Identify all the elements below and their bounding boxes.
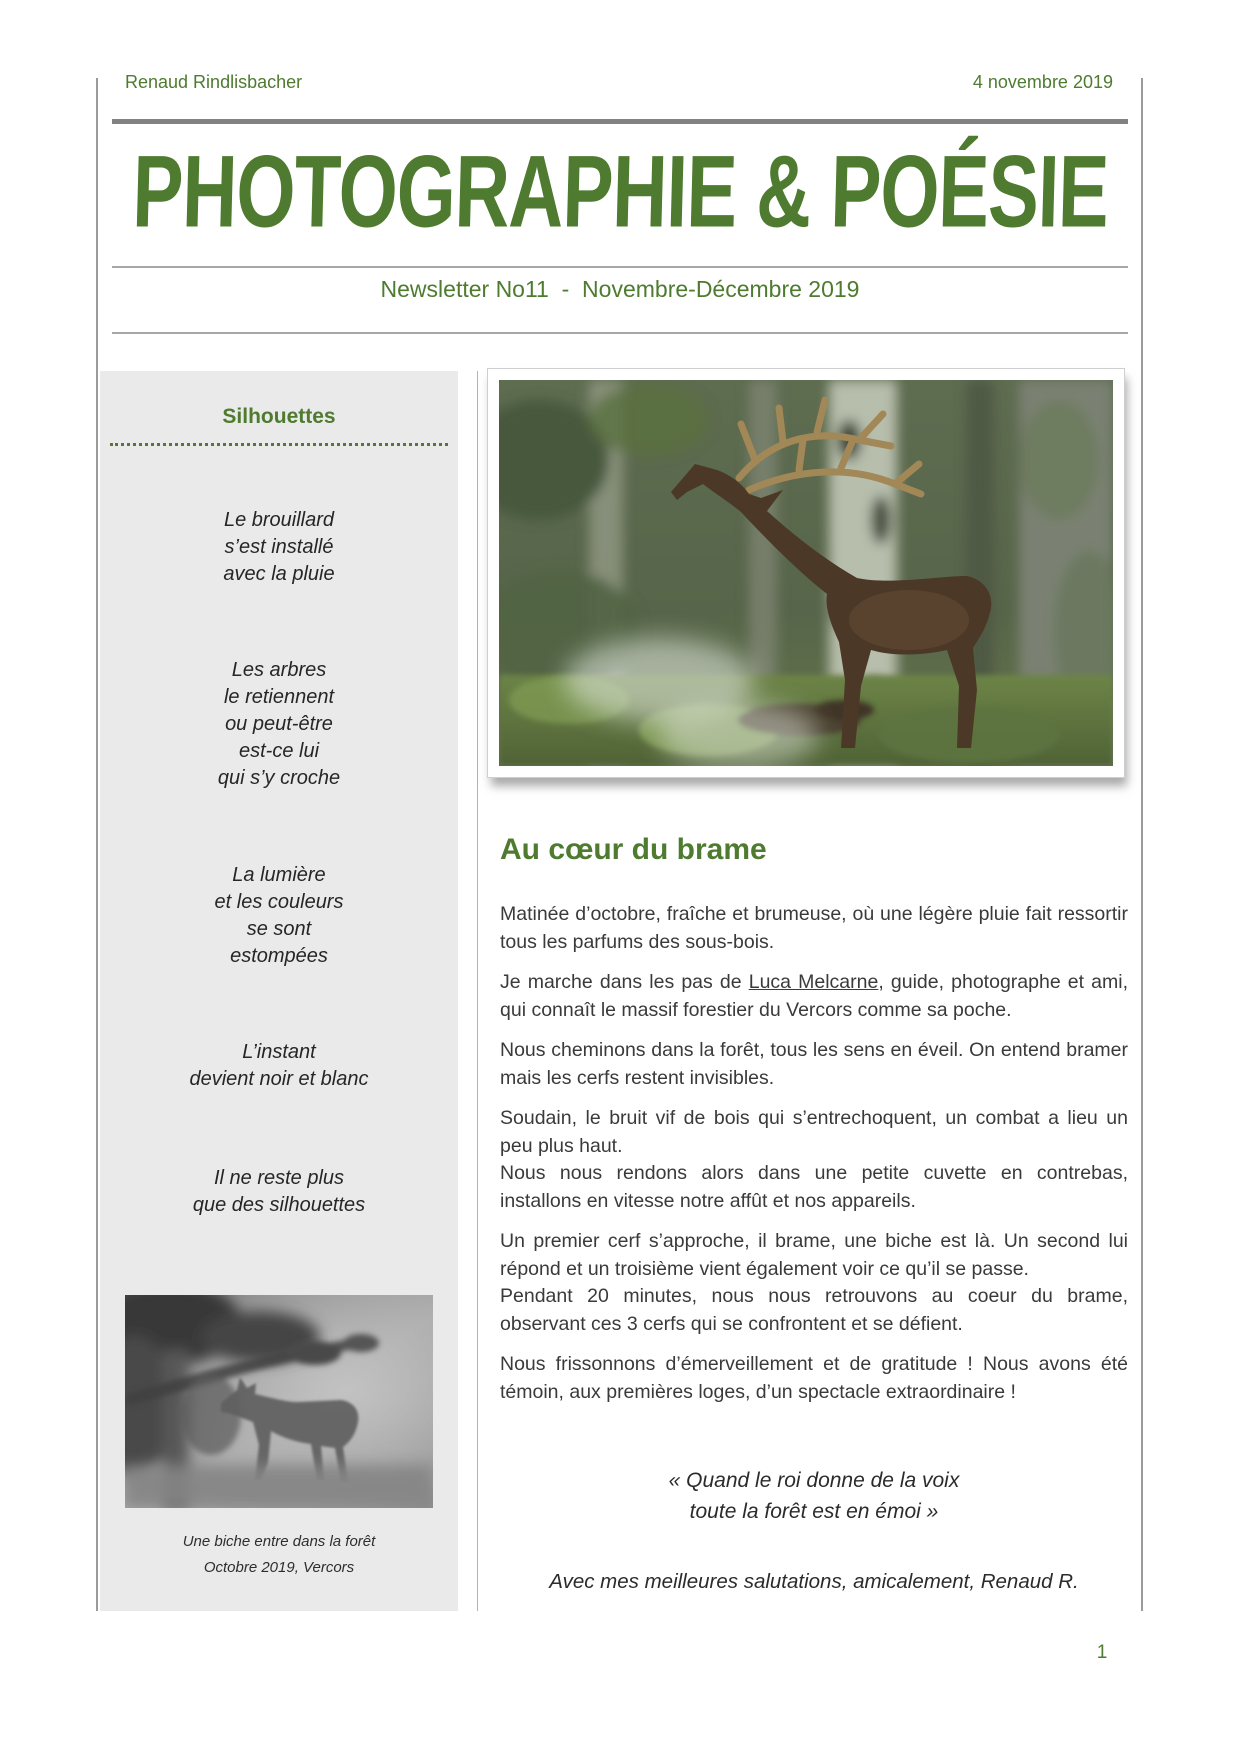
poem-title: Silhouettes bbox=[222, 405, 336, 428]
luca-melcarne-link[interactable]: Luca Melcarne bbox=[748, 971, 879, 993]
poem-sidebar bbox=[100, 371, 458, 1611]
poem-stanza bbox=[100, 657, 458, 792]
newsletter-subtitle: Newsletter No11 - Novembre-Décembre 2019 bbox=[380, 276, 860, 302]
closing-salutation: Avec mes meilleures salutations, amicalement, Renaud R. bbox=[549, 1570, 1079, 1593]
article-paragraph: Matinée d’octobre, fraîche et brumeuse, où une légère pluie fait ressortir tous les parfums des sous-bois. bbox=[500, 903, 1128, 953]
poem-line: et les couleurs bbox=[214, 891, 344, 913]
poem-line: devient noir et blanc bbox=[189, 1068, 369, 1090]
page-right-border bbox=[1141, 78, 1143, 1611]
newsletter-title: PHOTOGRAPHIE & POÉSIE bbox=[130, 134, 1110, 249]
poem-line: La lumière bbox=[232, 864, 326, 886]
poem-line: L’instant bbox=[242, 1041, 316, 1063]
article-paragraph: Je marche dans les pas de Luca Melcarne, guide, photographe et ami, qui connaît le massif forestier du Vercors comme sa poche. bbox=[500, 971, 1129, 1021]
article-paragraph: Un premier cerf s’approche, il brame, une biche est là. Un second lui répond et un troisième vient également voir ce qu’il se passe. Pendant 20 minutes, nous nous retrouvons au coeur du brame, observant ces 3 cerfs qui se confrontent et se défient. bbox=[500, 1230, 1128, 1335]
page-left-border bbox=[96, 78, 98, 1611]
poem-quote: « Quand le roi donne de la voix toute la forêt est en émoi » bbox=[668, 1469, 960, 1523]
poem-stanza bbox=[100, 1165, 458, 1219]
article-paragraph: Soudain, le bruit vif de bois qui s’entrechoquent, un combat a lieu un peu plus haut. Nous nous rendons alors dans une petite cuvette en contrebas, installons en vitesse notre affût et nos appareils. bbox=[500, 1107, 1128, 1212]
poem-stanza bbox=[100, 862, 458, 970]
poem-line: Le brouillard bbox=[223, 509, 335, 531]
poem-line: estompées bbox=[230, 945, 328, 967]
poem-line: qui s’y croche bbox=[217, 767, 341, 789]
poem-line: se sont bbox=[246, 918, 312, 940]
poem-title-dotted-rule bbox=[110, 443, 448, 446]
header-date: 4 novembre 2019 bbox=[972, 72, 1113, 92]
article-paragraph: Nous frissonnons d’émerveillement et de gratitude ! Nous avons été témoin, aux premières loges, d’un spectacle extraordinaire ! bbox=[500, 1353, 1128, 1403]
poem-line: Les arbres bbox=[231, 659, 327, 681]
article-body bbox=[500, 901, 1128, 1419]
poem-stanza bbox=[100, 1039, 458, 1093]
page-number: 1 bbox=[1096, 1642, 1108, 1663]
poem-line: le retiennent bbox=[223, 686, 335, 708]
sidebar-photo-caption: Une biche entre dans la forêt Octobre 2019, Vercors bbox=[182, 1533, 376, 1576]
article-title: Au cœur du brame bbox=[500, 833, 767, 866]
deer-fog-photo-illustration bbox=[125, 1295, 433, 1508]
poem-line: ou peut-être bbox=[225, 713, 333, 735]
deer-fog-photo bbox=[125, 1295, 433, 1508]
poem-stanza bbox=[100, 507, 458, 588]
poem-line: que des silhouettes bbox=[192, 1194, 366, 1216]
stag-photo bbox=[487, 368, 1125, 778]
header-rule bbox=[112, 119, 1128, 124]
masthead-rule-bottom bbox=[112, 332, 1128, 334]
column-divider bbox=[477, 371, 478, 1611]
poem-line: est-ce lui bbox=[238, 740, 320, 762]
stag-photo-illustration bbox=[499, 380, 1113, 766]
poem-line: avec la pluie bbox=[223, 563, 335, 585]
poem-line: s’est installé bbox=[224, 536, 334, 558]
poem-line: Il ne reste plus bbox=[213, 1167, 345, 1189]
article-paragraph: Nous cheminons dans la forêt, tous les sens en éveil. On entend bramer mais les cerfs restent invisibles. bbox=[500, 1039, 1128, 1089]
masthead-rule-top bbox=[112, 266, 1128, 268]
header-author: Renaud Rindlisbacher bbox=[125, 72, 303, 92]
